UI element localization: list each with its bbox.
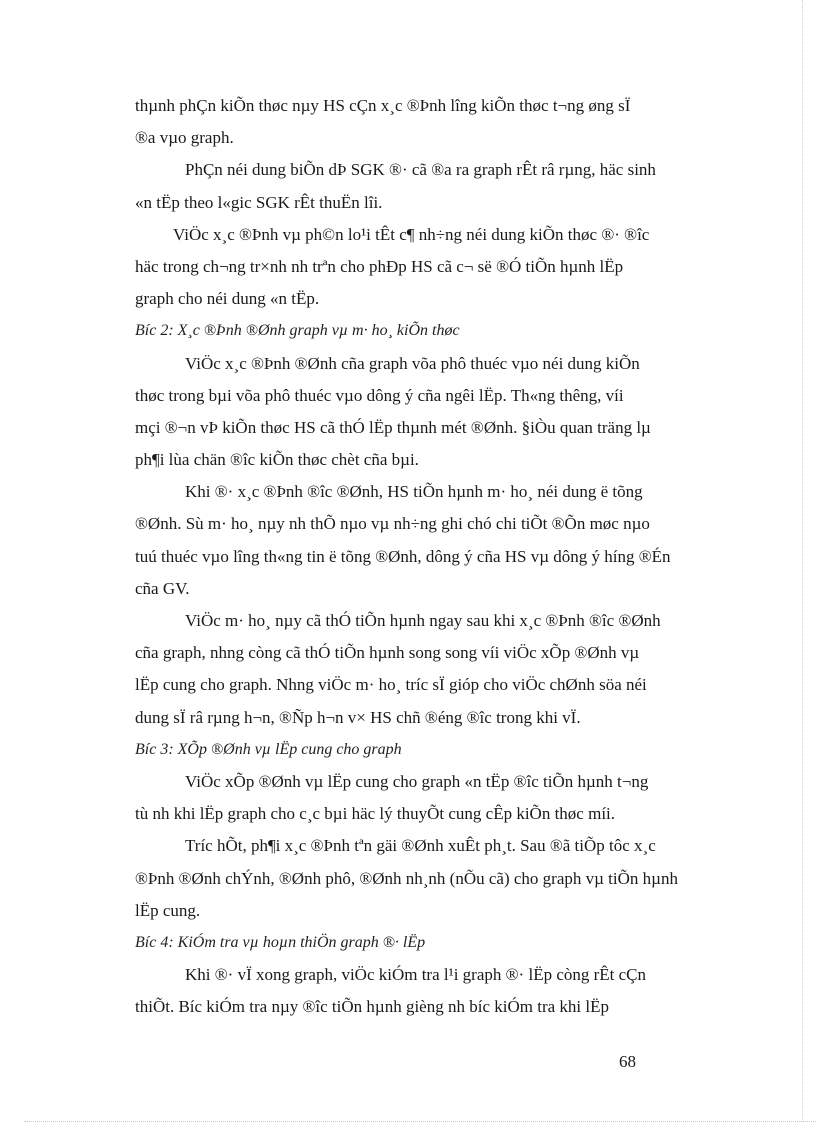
body-text — [135, 90, 731, 1023]
text-line: ®a vµo graph. — [135, 128, 234, 148]
paragraph-start: ViÖc xÕp ®Ønh vµ lËp cung cho graph «n tËp ®îc tiÕn hµnh t¬ng — [185, 771, 649, 791]
text-line: thµnh phÇn kiÕn thøc nµy HS cÇn x¸c ®Þnh lîng kiÕn thøc t¬ng øng sÏ — [135, 96, 631, 115]
paragraph-start: Khi ®· vÏ xong graph, viÖc kiÓm tra l¹i graph ®· lËp còng rÊt cÇn — [185, 965, 647, 985]
text-line: lËp cung cho graph. Nhng viÖc m· ho¸ tríc sÏ gióp cho viÖc chØnh söa néi — [135, 675, 647, 695]
text-line: thøc trong bµi võa phô thuéc vµo dông ý cña ngêi lËp. Th«ng thêng, víi — [135, 385, 624, 405]
text-line: cña graph, nhng còng cã thÓ tiÕn hµnh song song víi viÖc xÕp ®Ønh vµ — [135, 643, 640, 663]
paragraph-start: Tríc hÕt, ph¶i x¸c ®Þnh tªn gäi ®Ønh xuÊt ph¸t. Sau ®ã tiÕp tôc x¸c — [185, 836, 656, 856]
text-line: tù nh khi lËp graph cho c¸c bµi häc lý thuyÕt cung cÊp kiÕn thøc míi. — [135, 804, 616, 824]
page-bottom-divider — [24, 1121, 816, 1122]
text-line: lËp cung. — [135, 900, 201, 920]
text-line: mçi ®¬n vÞ kiÕn thøc HS cã thÓ lËp thµnh mét ®Ønh. §iÒu quan träng lµ — [135, 417, 651, 437]
text-line: graph cho néi dung «n tËp. — [135, 289, 320, 309]
paragraph-start: PhÇn néi dung biÕn dÞ SGK ®· cã ®a ra graph rÊt râ rµng, häc sinh — [185, 160, 656, 180]
text-line: dung sÏ râ rµng h¬n, ®Ñp h¬n v× HS chñ ®éng ®îc trong khi vÏ. — [135, 707, 581, 727]
step-heading: Bíc 4: KiÓm tra vµ hoµn thiÖn graph ®· lËp — [135, 933, 426, 951]
text-line: ®Þnh ®Ønh chÝnh, ®Ønh phô, ®Ønh nh¸nh (nÕu cã) cho graph vµ tiÕn hµnh — [135, 868, 678, 888]
text-line: häc trong ch¬ng tr×nh nh trªn cho phÐp HS cã c¬ së ®Ó tiÕn hµnh lËp — [135, 256, 624, 276]
paragraph-start: ViÖc m· ho¸ nµy cã thÓ tiÕn hµnh ngay sau khi x¸c ®Þnh ®îc ®Ønh — [185, 611, 661, 630]
step-heading: Bíc 2: X¸c ®Þnh ®Ønh graph vµ m· ho¸ kiÕn thøc — [135, 322, 460, 340]
text-line: ph¶i lùa chän ®îc kiÕn thøc chèt cña bµi. — [135, 450, 419, 470]
paragraph-start: Khi ®· x¸c ®Þnh ®îc ®Ønh, HS tiÕn hµnh m· ho¸ néi dung ë tõng — [185, 482, 643, 502]
page-number: 68 — [619, 1052, 636, 1071]
text-line: tuú thuéc vµo lîng th«ng tin ë tõng ®Ønh, dông ý cña HS vµ dông ý híng ®Én — [135, 546, 671, 566]
paragraph-start: ViÖc x¸c ®Þnh ®Ønh cña graph võa phô thuéc vµo néi dung kiÕn — [185, 353, 640, 373]
page-edge-divider — [802, 0, 803, 1122]
text-line: «n tËp theo l«gic SGK rÊt thuËn lîi. — [135, 192, 383, 212]
text-line: thiÕt. Bíc kiÓm tra nµy ®îc tiÕn hµnh gièng nh bíc kiÓm tra khi lËp — [135, 997, 609, 1017]
paragraph-start: ViÖc x¸c ®Þnh vµ ph©n lo¹i tÊt c¶ nh÷ng néi dung kiÕn thøc ®· ®îc — [173, 224, 650, 244]
text-line: cña GV. — [135, 578, 190, 598]
step-heading: Bíc 3: XÕp ®Ønh vµ lËp cung cho graph — [135, 740, 402, 758]
text-line: ®Ønh. Sù m· ho¸ nµy nh thÕ nµo vµ nh÷ng ghi chó chi tiÕt ®Õn møc nµo — [135, 514, 650, 534]
